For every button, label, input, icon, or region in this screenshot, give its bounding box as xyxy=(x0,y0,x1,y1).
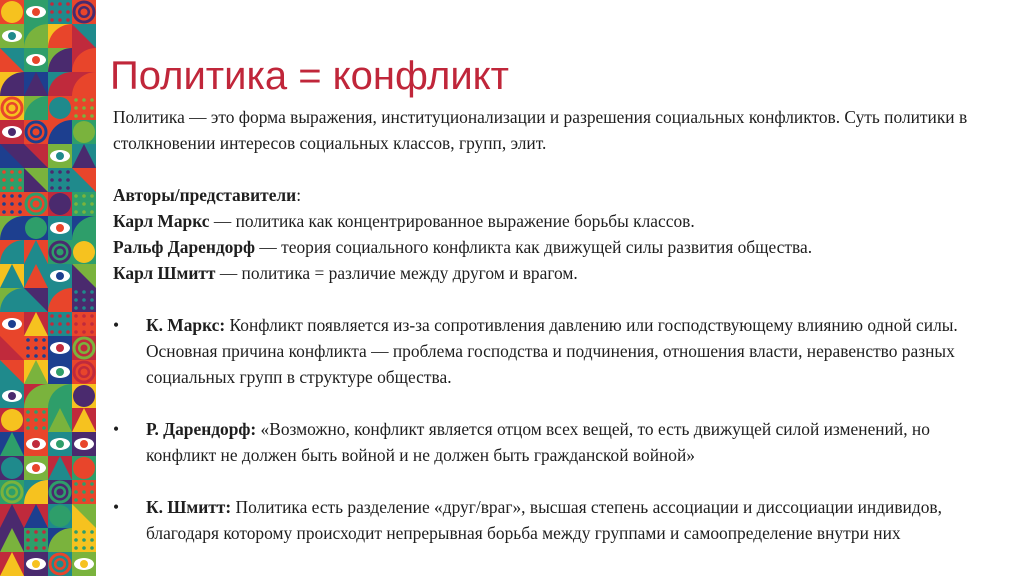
pattern-tile xyxy=(0,120,24,144)
pattern-tile xyxy=(48,528,72,552)
pattern-tile xyxy=(24,360,48,384)
pattern-tile xyxy=(24,312,48,336)
pattern-tile xyxy=(24,144,48,168)
bullet-text: Политика есть разделение «друг/враг», высшая степень ассоциации и диссоциации индивидов, благодаря которому происходит непрерывная борьба между группами и самоопределение внутри них xyxy=(146,497,942,543)
author-name: Карл Маркс xyxy=(113,211,210,231)
pattern-tile xyxy=(24,336,48,360)
pattern-tile xyxy=(72,288,96,312)
pattern-tile xyxy=(0,192,24,216)
pattern-tile xyxy=(24,408,48,432)
pattern-tile xyxy=(72,96,96,120)
pattern-tile xyxy=(48,432,72,456)
bullet-item-dahrendorf xyxy=(113,416,993,468)
pattern-tile xyxy=(24,72,48,96)
pattern-tile xyxy=(72,552,96,576)
slide-title: Политика = конфликт xyxy=(110,54,509,98)
pattern-tile xyxy=(0,48,24,72)
pattern-tile xyxy=(48,408,72,432)
pattern-tile xyxy=(48,24,72,48)
pattern-tile xyxy=(24,432,48,456)
bullet-marker: • xyxy=(113,315,120,335)
decorative-pattern-stripe xyxy=(0,0,100,576)
pattern-tile xyxy=(72,72,96,96)
pattern-tile xyxy=(24,264,48,288)
author-description: — теория социального конфликта как движущей силы развития общества. xyxy=(255,237,813,257)
pattern-tile xyxy=(48,72,72,96)
author-description: — политика = различие между другом и врагом. xyxy=(215,263,578,283)
author-description: — политика как концентрированное выражение борьбы классов. xyxy=(209,211,695,231)
pattern-tile xyxy=(48,168,72,192)
pattern-tile xyxy=(48,96,72,120)
pattern-tile xyxy=(48,288,72,312)
pattern-tile xyxy=(0,480,24,504)
pattern-tile xyxy=(72,120,96,144)
pattern-tile xyxy=(72,528,96,552)
bullet-label: К. Маркс: xyxy=(146,315,226,335)
pattern-tile xyxy=(0,432,24,456)
pattern-tile xyxy=(72,432,96,456)
slide-content xyxy=(113,104,993,546)
bullet-text: Конфликт появляется из-за сопротивления давлению или господствующему влиянию одной силы. Основная причина конфликта — проблема господства и подчинения, отношения власти, неравенство разных социальных групп в структуре общества. xyxy=(146,315,958,387)
pattern-tile xyxy=(48,240,72,264)
author-line xyxy=(113,260,993,286)
authors-heading: Авторы/представители: xyxy=(113,185,302,205)
pattern-tile xyxy=(72,504,96,528)
pattern-tile xyxy=(24,456,48,480)
pattern-tile xyxy=(72,48,96,72)
pattern-tile xyxy=(0,72,24,96)
pattern-tile xyxy=(72,360,96,384)
author-line xyxy=(113,208,993,234)
pattern-tile xyxy=(0,240,24,264)
pattern-tile xyxy=(0,264,24,288)
pattern-tile xyxy=(24,504,48,528)
pattern-tile xyxy=(72,264,96,288)
definition-paragraph: Политика — это форма выражения, институционализации и разрешения социальных конфликтов. Суть политики в столкновении интересов социальных классов, групп, элит. xyxy=(113,107,968,153)
bullet-label: Р. Дарендорф: xyxy=(146,419,257,439)
bullet-label: К. Шмитт: xyxy=(146,497,232,517)
pattern-tile xyxy=(24,24,48,48)
pattern-tile xyxy=(24,120,48,144)
pattern-tile xyxy=(72,144,96,168)
pattern-tile xyxy=(48,480,72,504)
pattern-tile xyxy=(0,216,24,240)
pattern-tile xyxy=(0,552,24,576)
pattern-tile xyxy=(24,168,48,192)
bullet-text: «Возможно, конфликт является отцом всех вещей, то есть движущей силой изменений, но конфликт не должен быть войной и не должен быть гражданской войной» xyxy=(146,419,930,465)
pattern-tile xyxy=(0,456,24,480)
author-name: Ральф Дарендорф xyxy=(113,237,256,257)
pattern-tile xyxy=(72,0,96,24)
pattern-tile xyxy=(72,312,96,336)
pattern-tile xyxy=(0,96,24,120)
pattern-tile xyxy=(0,408,24,432)
pattern-tile xyxy=(24,480,48,504)
pattern-tile xyxy=(48,216,72,240)
pattern-tile xyxy=(0,144,24,168)
pattern-tile xyxy=(72,168,96,192)
pattern-tile xyxy=(0,504,24,528)
pattern-tile xyxy=(0,360,24,384)
bullet-marker: • xyxy=(113,419,120,439)
pattern-tile xyxy=(72,24,96,48)
pattern-tile xyxy=(24,552,48,576)
pattern-tile xyxy=(48,264,72,288)
pattern-tile xyxy=(48,120,72,144)
pattern-tile xyxy=(0,528,24,552)
pattern-tile xyxy=(48,0,72,24)
pattern-tile xyxy=(48,384,72,408)
pattern-tile xyxy=(48,360,72,384)
pattern-tile xyxy=(24,288,48,312)
pattern-tile xyxy=(0,168,24,192)
pattern-tile xyxy=(72,480,96,504)
bullet-marker: • xyxy=(113,497,120,517)
authors-heading-label: Авторы/представители xyxy=(113,185,297,205)
pattern-tile xyxy=(24,48,48,72)
pattern-tile xyxy=(24,192,48,216)
pattern-tile xyxy=(72,456,96,480)
pattern-tile xyxy=(48,192,72,216)
pattern-tile xyxy=(0,24,24,48)
pattern-tile xyxy=(48,48,72,72)
pattern-tile xyxy=(48,504,72,528)
pattern-tile xyxy=(72,336,96,360)
pattern-tile xyxy=(48,456,72,480)
pattern-tile xyxy=(24,528,48,552)
pattern-tile xyxy=(48,144,72,168)
bullet-item-marx xyxy=(113,312,993,390)
pattern-tile xyxy=(48,552,72,576)
pattern-tile xyxy=(0,384,24,408)
pattern-tile xyxy=(0,336,24,360)
pattern-tile xyxy=(48,312,72,336)
pattern-tile xyxy=(0,288,24,312)
pattern-tile xyxy=(48,336,72,360)
pattern-tile xyxy=(24,240,48,264)
pattern-tile xyxy=(24,384,48,408)
pattern-tile xyxy=(0,0,24,24)
pattern-tile xyxy=(24,96,48,120)
author-line xyxy=(113,234,993,260)
pattern-tile xyxy=(24,0,48,24)
pattern-tile xyxy=(72,384,96,408)
author-name: Карл Шмитт xyxy=(113,263,216,283)
pattern-tile xyxy=(72,192,96,216)
pattern-tile xyxy=(72,408,96,432)
pattern-tile xyxy=(72,216,96,240)
pattern-tile xyxy=(24,216,48,240)
bullet-item-schmitt xyxy=(113,494,993,546)
pattern-tile xyxy=(0,312,24,336)
pattern-tile xyxy=(72,240,96,264)
